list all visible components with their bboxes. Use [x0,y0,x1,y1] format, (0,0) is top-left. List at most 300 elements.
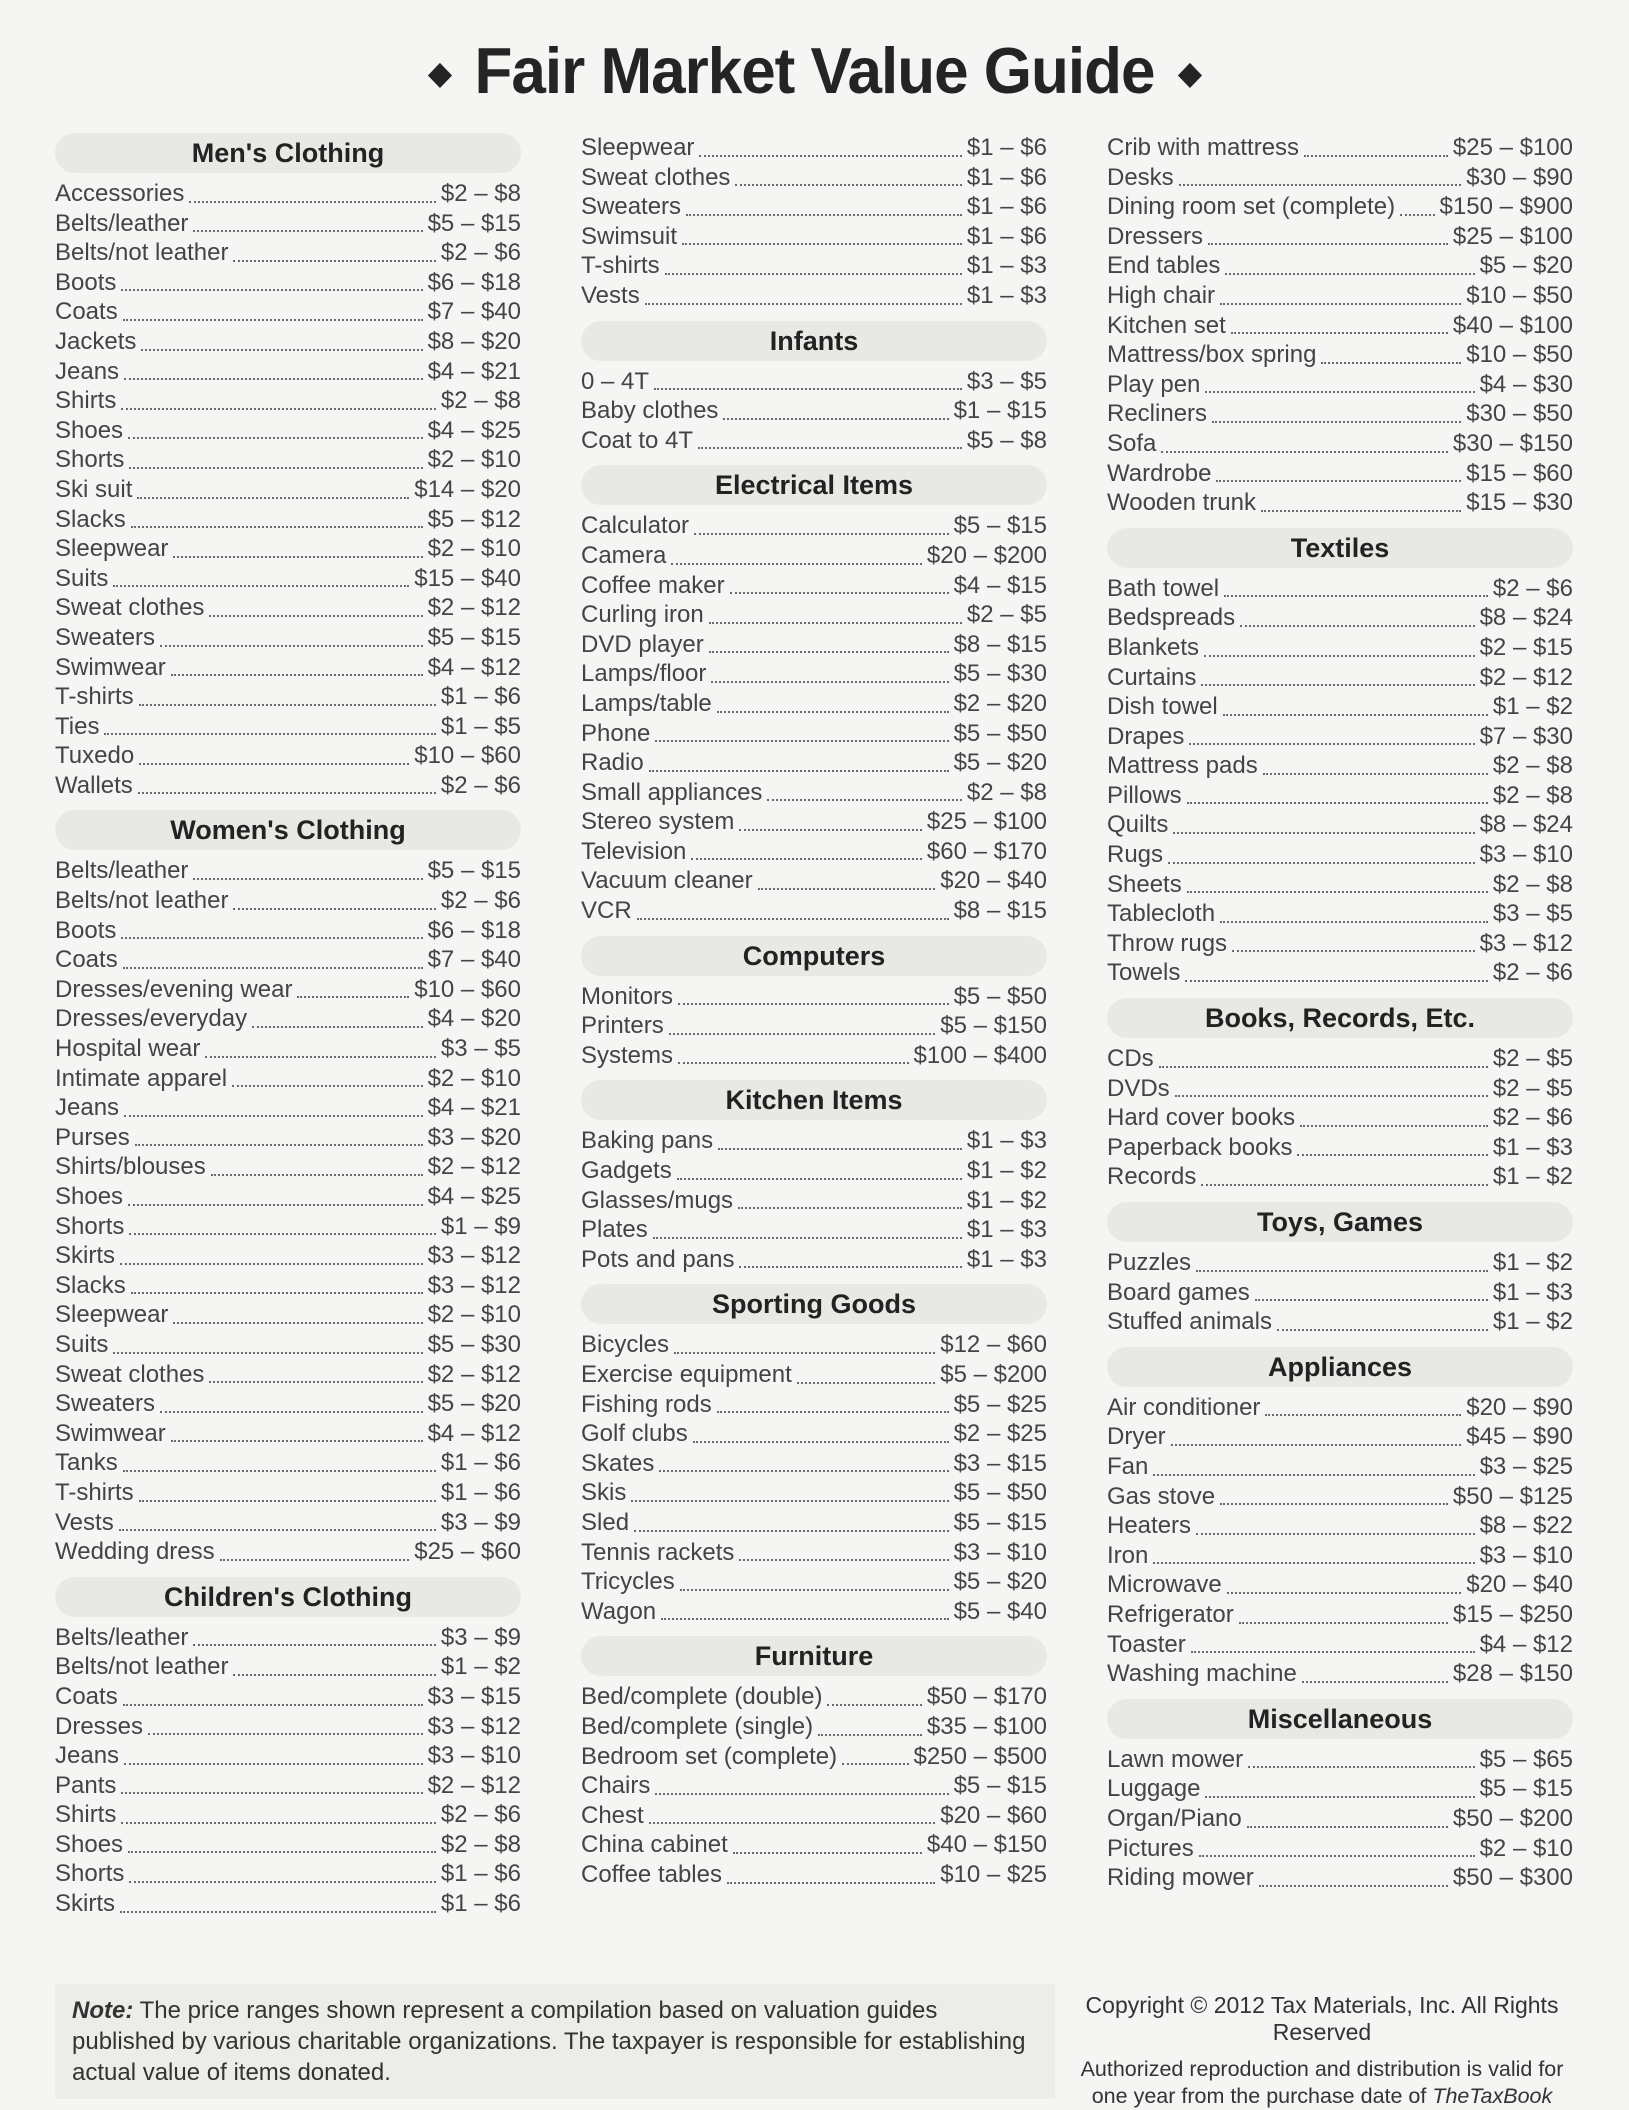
price-row [581,1330,1047,1360]
item-label: Microwave [1107,1571,1222,1599]
item-price: $1 – $6 [966,193,1047,221]
price-row [1107,1074,1573,1104]
price-row [55,1389,521,1419]
dot-leader [730,592,949,594]
price-row [55,505,521,535]
item-label: Glasses/mugs [581,1186,734,1214]
price-row [1107,1044,1573,1074]
dot-leader [189,201,436,203]
item-label: Shoes [55,1830,124,1858]
item-price: $1 – $6 [966,134,1047,161]
dot-leader [1297,1154,1487,1156]
item-label: Suits [55,1330,109,1358]
item-label: Coffee maker [581,571,725,599]
item-price: $2 – $8 [1492,752,1573,780]
item-price: $30 – $150 [1452,429,1573,457]
price-row [581,192,1047,222]
price-row [55,682,521,712]
item-label: Vacuum cleaner [581,867,753,895]
dot-leader [113,585,409,587]
price-row [581,1830,1047,1860]
price-row [55,1859,521,1889]
dot-leader [1220,921,1488,923]
item-price: $4 – $30 [1479,370,1573,398]
item-label: Blankets [1107,633,1200,661]
item-price: $5 – $50 [953,1479,1047,1507]
dot-leader [113,1352,422,1354]
item-label: Mattress/box spring [1107,341,1317,369]
price-row [581,1742,1047,1772]
price-row [1107,1804,1573,1834]
price-row [55,1682,521,1712]
price-row [581,689,1047,719]
dot-leader [129,1233,436,1235]
item-label: Phone [581,719,651,747]
dot-leader [193,878,422,880]
item-label: CDs [1107,1045,1154,1073]
item-price: $4 – $12 [427,653,521,681]
price-row [55,445,521,475]
item-price: $1 – $2 [966,1157,1047,1185]
item-price: $2 – $12 [1479,663,1573,691]
price-row [55,653,521,683]
item-label: Sleepwear [55,1301,169,1329]
price-row [55,1741,521,1771]
dot-leader [141,349,422,351]
dot-leader [680,1589,949,1591]
item-price: $15 – $40 [414,564,521,592]
item-price: $5 – $50 [953,719,1047,747]
item-price: $2 – $6 [440,239,521,267]
item-label: Throw rugs [1107,929,1228,957]
dot-leader [842,1763,908,1765]
dot-leader [669,1033,936,1035]
dot-leader [123,319,423,321]
item-price: $3 – $10 [953,1538,1047,1566]
taxbook-brand: TheTaxBook [1432,2084,1553,2108]
item-label: Bicycles [581,1331,670,1359]
item-label: Jackets [55,327,137,355]
dot-leader [1248,1766,1475,1768]
dot-leader [1220,1503,1448,1505]
price-row [581,1126,1047,1156]
price-row [55,1064,521,1094]
item-price: $5 – $20 [953,749,1047,777]
item-price: $2 – $15 [1479,633,1573,661]
item-price: $20 – $200 [926,541,1047,569]
item-price: $2 – $10 [427,1301,521,1329]
item-label: Shirts [55,387,117,415]
item-label: Hard cover books [1107,1104,1296,1132]
item-label: Baking pans [581,1127,714,1155]
item-label: Air conditioner [1107,1393,1261,1421]
diamond-icon: ◆ [428,56,451,91]
item-price: $8 – $15 [953,897,1047,925]
item-label: Television [581,837,687,865]
item-price: $1 – $3 [966,1245,1047,1273]
dot-leader [1247,1826,1448,1828]
dot-leader [653,1237,962,1239]
item-price: $50 – $170 [926,1683,1047,1711]
dot-leader [693,1441,949,1443]
dot-leader [128,1204,423,1206]
price-row [1107,899,1573,929]
dot-leader [733,1852,922,1854]
item-label: Suits [55,564,109,592]
item-label: Skis [581,1479,627,1507]
item-price: $2 – $12 [427,1360,521,1388]
price-row [1107,810,1573,840]
item-label: Sled [581,1508,630,1536]
item-price: $1 – $6 [966,222,1047,250]
item-label: Belts/leather [55,1623,189,1651]
item-label: T-shirts [55,1478,134,1506]
item-label: Shirts/blouses [55,1153,206,1181]
price-row [581,222,1047,252]
item-label: Fan [1107,1452,1149,1480]
item-label: Dresses [55,1712,144,1740]
item-price: $8 – $24 [1479,811,1573,839]
item-price: $1 – $3 [966,1127,1047,1155]
dot-leader [645,303,962,305]
price-row [55,1123,521,1153]
item-price: $5 – $15 [953,512,1047,540]
dot-leader [1199,1855,1475,1857]
item-price: $6 – $18 [427,268,521,296]
price-row [581,1682,1047,1712]
item-label: Towels [1107,959,1181,987]
price-row [581,251,1047,281]
price-row [581,1771,1047,1801]
price-row [1107,251,1573,281]
item-label: Jeans [55,1094,120,1122]
item-label: Paperback books [1107,1133,1293,1161]
item-price: $1 – $6 [440,1478,521,1506]
item-price: $2 – $10 [427,1064,521,1092]
item-price: $2 – $6 [440,887,521,915]
item-price: $5 – $40 [953,1597,1047,1625]
price-row [55,1419,521,1449]
dot-leader [686,214,962,216]
dot-leader [1205,1796,1474,1798]
dot-leader [682,243,962,245]
item-price: $15 – $60 [1466,459,1573,487]
dot-leader [659,1470,948,1472]
dot-leader [124,378,423,380]
page-title-text: Fair Market Value Guide [474,35,1155,108]
item-price: $1 – $3 [966,252,1047,280]
item-label: Drapes [1107,722,1185,750]
dot-leader [160,1411,423,1413]
dot-leader [121,289,422,291]
price-row [55,1330,521,1360]
price-row [1107,1511,1573,1541]
item-label: Boots [55,268,117,296]
item-price: $45 – $90 [1466,1423,1573,1451]
price-row [1107,1863,1573,1893]
page-header [0,0,1629,107]
item-label: Hospital wear [55,1035,201,1063]
price-row [581,748,1047,778]
item-label: Wardrobe [1107,459,1212,487]
dot-leader [709,622,962,624]
dot-leader [148,1733,423,1735]
price-row [581,1508,1047,1538]
item-label: VCR [581,897,632,925]
dot-leader [717,1411,949,1413]
price-row [1107,399,1573,429]
item-price: $3 – $10 [1479,841,1573,869]
item-label: Coats [55,298,118,326]
item-label: Desks [1107,163,1174,191]
dot-leader [209,615,422,617]
item-price: $25 – $100 [1452,134,1573,161]
price-row [55,386,521,416]
item-label: Sleepwear [581,134,695,161]
price-row [1107,1834,1573,1864]
dot-leader [120,1263,423,1265]
dot-leader [1179,184,1462,186]
item-price: $8 – $15 [953,630,1047,658]
dot-leader [1225,273,1474,275]
item-label: Organ/Piano [1107,1804,1242,1832]
price-row [581,1156,1047,1186]
dot-leader [738,1207,962,1209]
dot-leader [131,1292,423,1294]
item-price: $2 – $25 [953,1420,1047,1448]
item-price: $7 – $40 [427,946,521,974]
dot-leader [1277,1329,1488,1331]
price-row [55,1212,521,1242]
price-row [581,1390,1047,1420]
item-price: $1 – $5 [440,712,521,740]
dot-leader [297,996,409,998]
item-label: Chest [581,1801,644,1829]
item-label: Sleepwear [55,535,169,563]
price-row [1107,1774,1573,1804]
price-row [55,179,521,209]
dot-leader [758,888,936,890]
section-header: Toys, Games [1107,1202,1573,1242]
item-price: $2 – $5 [1492,1045,1573,1073]
price-row [581,896,1047,926]
item-label: Shoes [55,1183,124,1210]
item-price: $4 – $25 [427,1183,521,1210]
price-row [55,1889,521,1919]
price-row [55,945,521,975]
price-row [1107,192,1573,222]
price-row [1107,1162,1573,1192]
price-row [1107,488,1573,518]
item-price: $5 – $30 [427,1330,521,1358]
dot-leader [1240,625,1474,627]
item-price: $2 – $10 [427,535,521,563]
section-header: Sporting Goods [581,1284,1047,1324]
note-label: Note: [72,1997,134,2024]
item-label: Play pen [1107,370,1201,398]
dot-leader [1239,1622,1448,1624]
price-row [55,475,521,505]
item-price: $2 – $10 [427,446,521,474]
dot-leader [171,674,423,676]
item-label: Tricycles [581,1568,675,1596]
dot-leader [797,1382,935,1384]
item-price: $5 – $15 [953,1772,1047,1800]
dot-leader [121,937,422,939]
dot-leader [123,1704,423,1706]
price-row [1107,1248,1573,1278]
item-label: Shorts [55,1212,125,1240]
price-row [1107,781,1573,811]
item-label: T-shirts [581,252,660,280]
dot-leader [173,556,422,558]
item-label: Sweaters [55,1390,156,1418]
section-header: Miscellaneous [1107,1699,1573,1739]
price-row [581,541,1047,571]
item-price: $1 – $2 [1492,693,1573,721]
item-price: $20 – $40 [940,867,1047,895]
item-label: DVD player [581,630,704,658]
item-label: Heaters [1107,1512,1192,1540]
item-label: Monitors [581,982,674,1010]
item-price: $1 – $3 [1492,1133,1573,1161]
dot-leader [1304,155,1448,157]
dot-leader [649,1822,936,1824]
item-price: $5 – $8 [966,426,1047,454]
dot-leader [1300,1125,1488,1127]
item-price: $5 – $15 [427,209,521,237]
item-label: Rugs [1107,841,1164,869]
item-label: DVDs [1107,1074,1170,1102]
item-label: Lamps/table [581,689,712,717]
dot-leader [1227,1592,1462,1594]
item-price: $2 – $8 [440,180,521,207]
item-label: Bedspreads [1107,604,1236,632]
item-price: $2 – $12 [427,594,521,622]
section-header: Electrical Items [581,465,1047,505]
item-price: $1 – $6 [440,1890,521,1918]
dot-leader [233,908,435,910]
item-price: $1 – $6 [440,1860,521,1888]
price-row [1107,1307,1573,1337]
item-price: $2 – $12 [427,1153,521,1181]
dot-leader [139,704,436,706]
item-price: $28 – $150 [1452,1660,1573,1688]
price-row [55,1652,521,1682]
dot-leader [123,967,423,969]
price-row [581,1419,1047,1449]
item-label: Curtains [1107,663,1197,691]
dot-leader [1153,1474,1474,1476]
item-label: Mattress pads [1107,752,1258,780]
item-price: $1 – $2 [1492,1163,1573,1191]
dot-leader [233,1674,435,1676]
item-label: Jeans [55,1742,120,1770]
item-label: Belts/not leather [55,1653,229,1681]
diamond-icon: ◆ [1178,56,1201,91]
copyright-line: Copyright © 2012 Tax Materials, Inc. All Rights Reserved [1085,1992,1559,2045]
item-label: Bed/complete (single) [581,1712,814,1740]
item-label: Toaster [1107,1630,1186,1658]
price-row [1107,663,1573,693]
item-label: Wagon [581,1597,657,1625]
dot-leader [1185,980,1488,982]
item-label: Vests [581,281,640,309]
price-row [55,975,521,1005]
item-price: $6 – $18 [427,916,521,944]
item-price: $5 – $30 [953,660,1047,688]
price-row [1107,1103,1573,1133]
item-label: Skirts [55,1242,115,1270]
item-label: Sweat clothes [55,1360,205,1388]
dot-leader [739,1559,948,1561]
item-price: $10 – $50 [1466,341,1573,369]
dot-leader [128,1851,436,1853]
price-row [55,593,521,623]
price-row [1107,370,1573,400]
dot-leader [1175,1095,1488,1097]
price-row [55,1448,521,1478]
price-row [1107,1452,1573,1482]
price-row [581,163,1047,193]
item-label: Belts/leather [55,857,189,885]
item-price: $2 – $8 [966,778,1047,806]
item-label: Golf clubs [581,1420,688,1448]
item-price: $10 – $60 [414,975,521,1003]
item-label: Pots and pans [581,1245,735,1273]
dot-leader [827,1704,921,1706]
item-label: Lamps/floor [581,660,707,688]
price-row [55,771,521,801]
item-price: $25 – $100 [926,808,1047,836]
price-row [581,571,1047,601]
item-price: $3 – $12 [427,1242,521,1270]
item-label: Shorts [55,1860,125,1888]
price-row [581,1597,1047,1627]
dot-leader [711,681,948,683]
item-label: Exercise equipment [581,1361,792,1388]
item-price: $35 – $100 [926,1712,1047,1740]
price-row [581,426,1047,456]
item-price: $5 – $12 [427,505,521,533]
price-row [55,1478,521,1508]
item-label: Vests [55,1508,114,1536]
dot-leader [209,1381,422,1383]
item-label: T-shirts [55,683,134,711]
item-price: $2 – $8 [440,1830,521,1858]
price-row [581,396,1047,426]
dot-leader [694,533,949,535]
dot-leader [631,1500,948,1502]
dot-leader [1220,303,1461,305]
dot-leader [1223,714,1488,716]
item-price: $20 – $90 [1466,1393,1573,1421]
item-price: $8 – $20 [427,327,521,355]
item-label: Lawn mower [1107,1745,1244,1773]
dot-leader [649,770,949,772]
dot-leader [211,1174,423,1176]
price-row [581,1567,1047,1597]
item-label: Shorts [55,446,125,474]
price-row [581,1478,1047,1508]
item-price: $60 – $170 [926,837,1047,865]
dot-leader [1259,1885,1448,1887]
price-row [581,1360,1047,1390]
item-label: Skirts [55,1890,115,1918]
item-price: $10 – $50 [1466,281,1573,309]
dot-leader [1196,1533,1475,1535]
item-label: Shirts [55,1801,117,1829]
